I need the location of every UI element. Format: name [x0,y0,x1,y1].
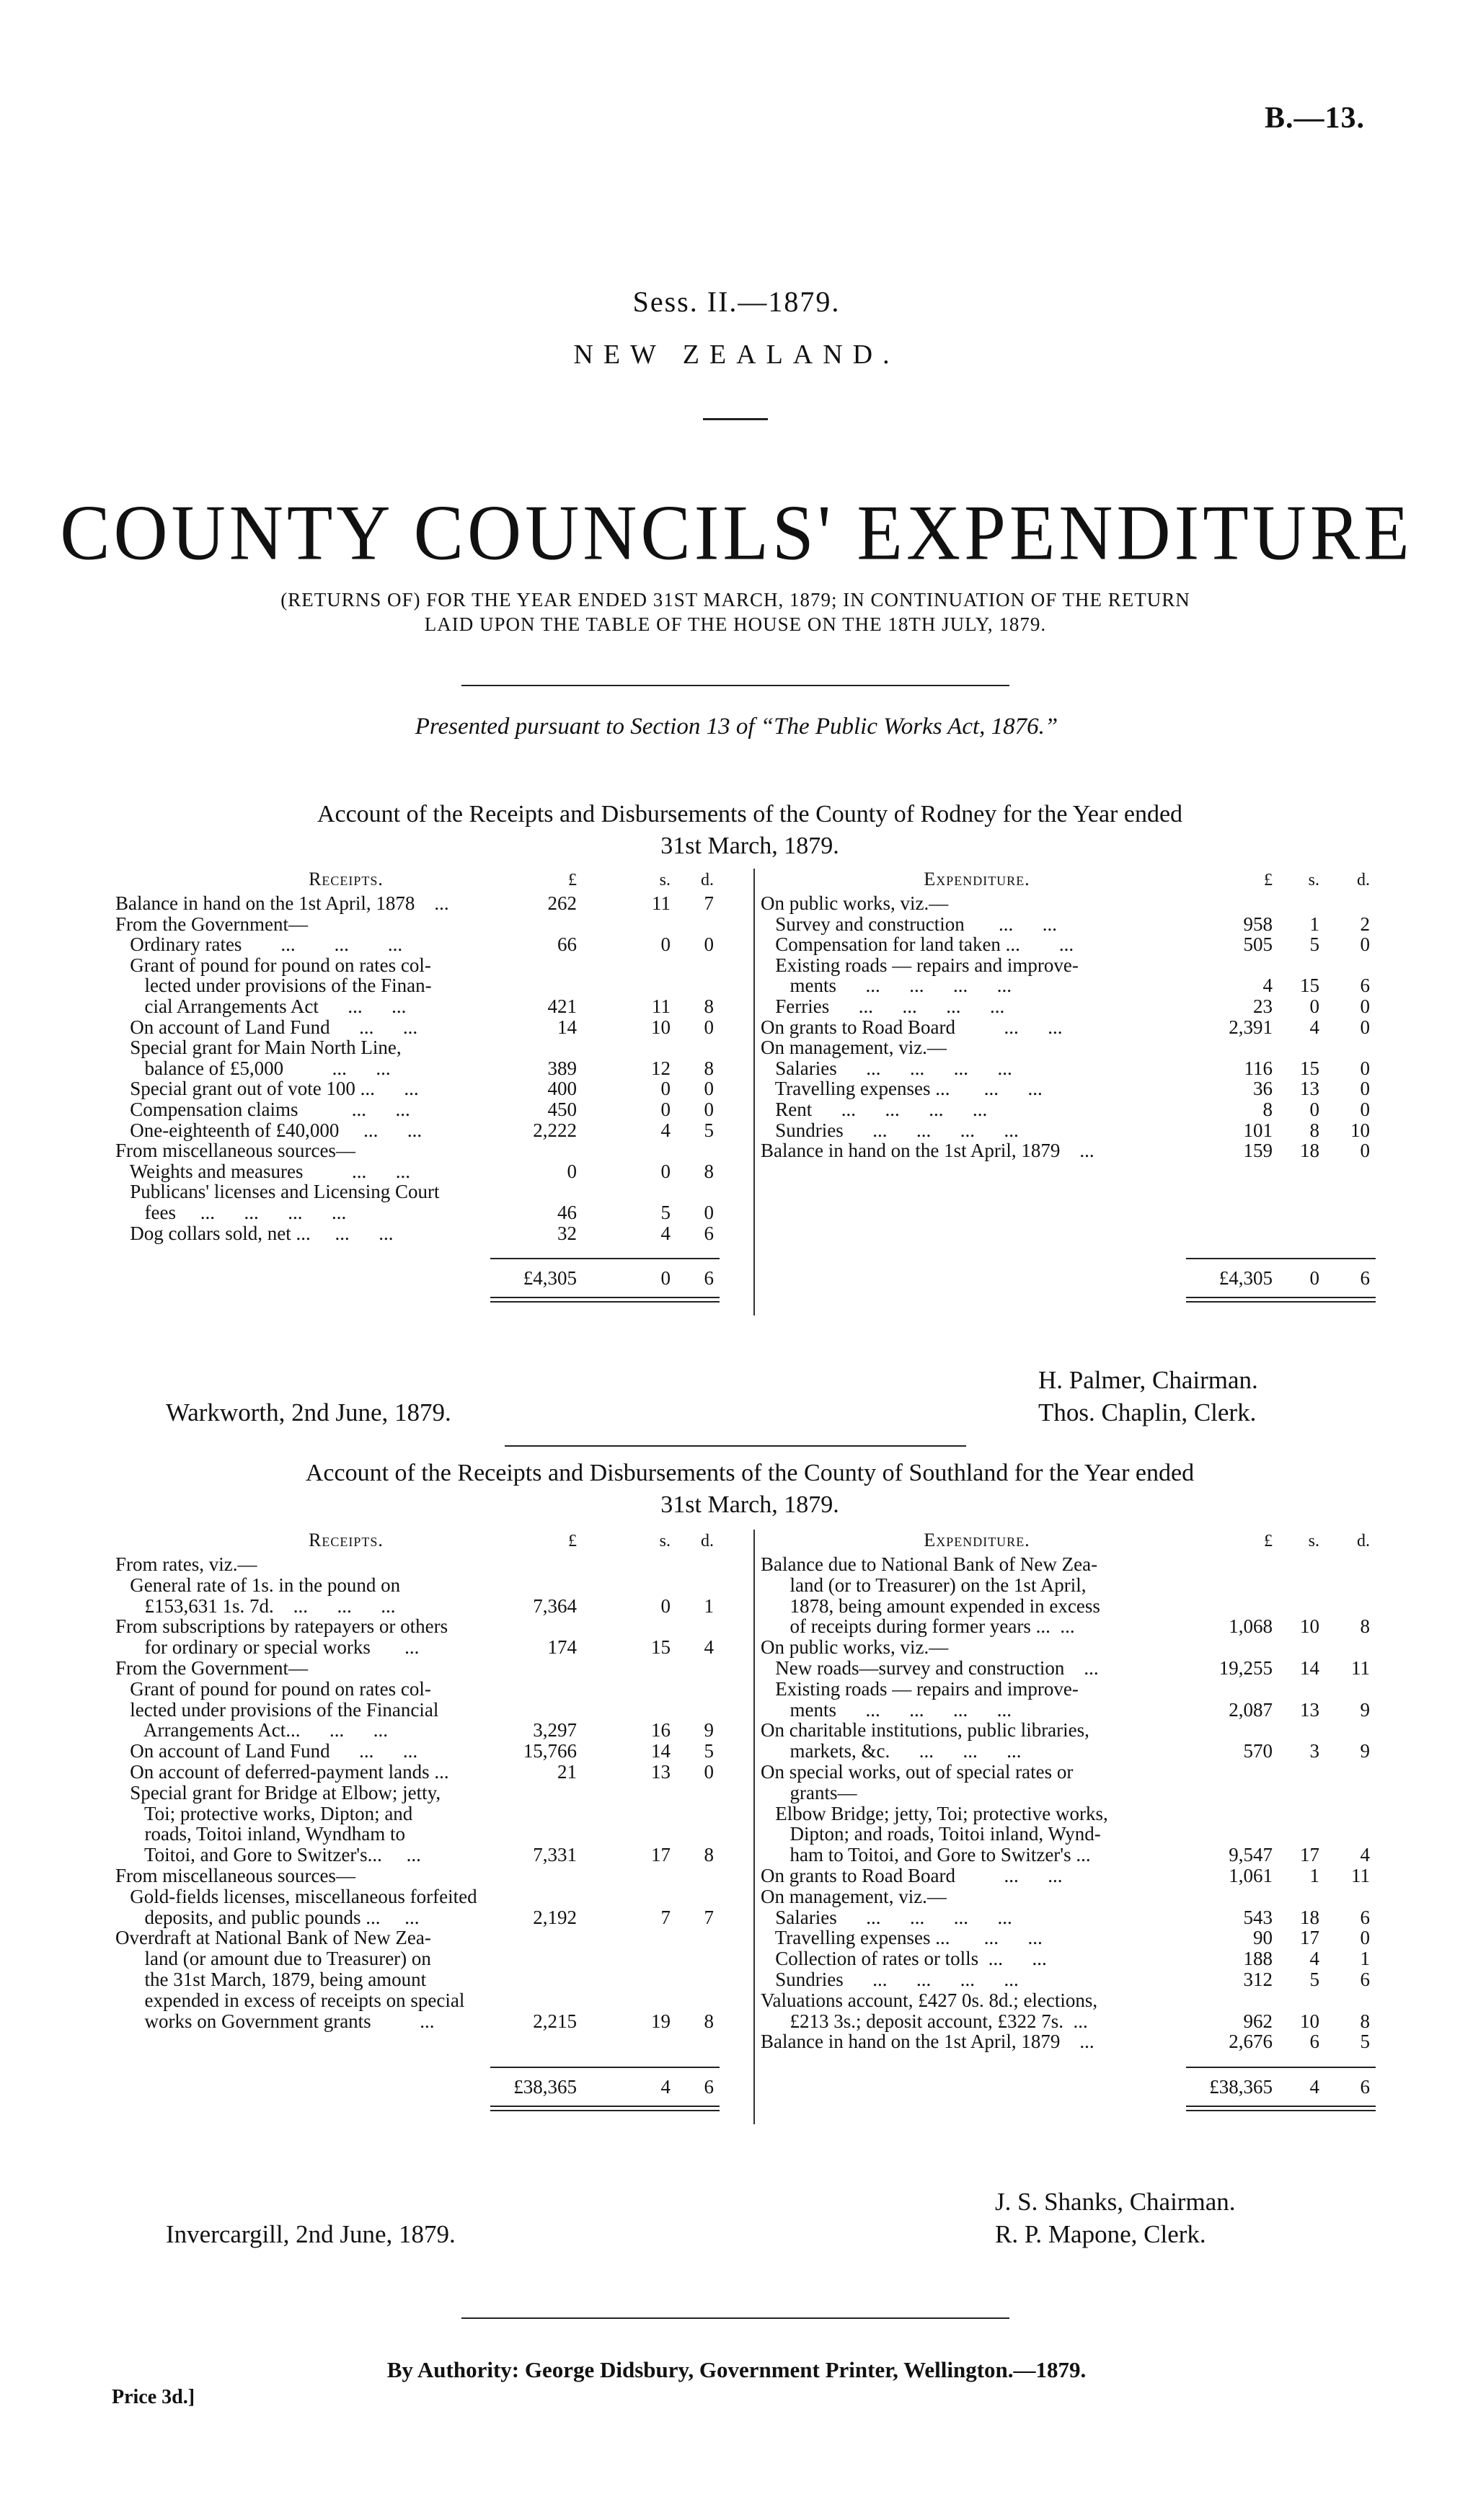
southland-expenditure-row-label: ham to Toitoi, and Gore to Switzer's ... [761,1844,1091,1866]
southland-expenditure-row-label: markets, &c. ... ... ... [761,1740,1022,1762]
rodney-expenditure-pence: 0 [1360,933,1370,956]
session-number: II.—1879. [707,285,841,318]
southland-receipts-pounds: 7,331 [533,1844,577,1866]
rodney-expenditure-row-label: Rent ... ... ... ... [761,1099,988,1120]
southland-receipts-total-shil: 4 [660,2076,671,2098]
rodney-expenditure-total-pence: 6 [1360,1267,1370,1290]
southland-receipts-shil: 16 [651,1719,671,1742]
rodney-expenditure-shil: 0 [1309,1099,1319,1120]
rodney-receipts-row-label: lected under provisions of the Finan- [115,975,432,997]
southland-expenditure-pence-heading: d. [1357,1532,1370,1550]
rodney-expenditure-row-label: On public works, viz.— [761,892,949,914]
rodney-receipts-total-rule [490,1258,720,1259]
rodney-receipts-pounds: 32 [557,1222,577,1244]
southland-receipts-row-label: for ordinary or special works ... [115,1636,420,1659]
southland-receipts-row-label: Toitoi, and Gore to Switzer's... ... [115,1844,421,1866]
rodney-receipts-pence-heading: d. [701,871,714,889]
rodney-expenditure-row-label: Survey and construction ... ... [761,913,1057,935]
rodney-expenditure-pounds: 23 [1253,995,1273,1017]
rodney-receipts-pounds: 66 [557,933,577,956]
rodney-expenditure-shil: 5 [1309,933,1319,956]
southland-expenditure-pounds: 2,087 [1229,1698,1273,1721]
rodney-expenditure-shil: 15 [1300,975,1319,997]
southland-receipts-pence: 8 [704,1844,714,1866]
rodney-expenditure-row-label: Travelling expenses ... ... ... [761,1078,1043,1100]
rodney-expenditure-row-label: Existing roads — repairs and improve- [761,954,1079,976]
southland-expenditure-pence: 11 [1351,1657,1370,1679]
rodney-expenditure-row-label: On grants to Road Board ... ... [761,1016,1063,1038]
southland-column-separator [753,1530,755,2124]
divider [505,1445,966,1447]
rodney-receipts-row-label: Compensation claims ... ... [115,1099,410,1120]
southland-expenditure-row-label: 1878, being amount expended in excess [761,1594,1100,1617]
southland-expenditure-total-pounds: £38,365 [1209,2076,1273,2098]
southland-expenditure-pounds: 570 [1243,1740,1273,1762]
rodney-expenditure-shil-heading: s. [1308,871,1319,889]
rodney-receipts-pence: 5 [704,1119,714,1141]
southland-expenditure-pounds: 962 [1243,2010,1273,2032]
rodney-receipts-pounds: 389 [547,1057,577,1079]
rodney-receipts-total-shil: 0 [660,1267,671,1290]
southland-chairman: J. S. Shanks, Chairman. [995,2188,1236,2216]
rodney-receipts-row-label: fees ... ... ... ... [115,1202,347,1223]
southland-receipts-row-label: land (or amount due to Treasurer) on [115,1948,431,1970]
rodney-receipts-row-label: cial Arrangements Act ... ... [115,995,407,1017]
southland-receipts-pence: 0 [704,1761,714,1783]
southland-heading-line-1: Account of the Receipts and Disbursements of the County of Southland for the Year ended [305,1460,1195,1486]
southland-receipts-row-label: expended in excess of receipts on special [115,1989,465,2011]
rodney-expenditure-pounds: 36 [1253,1078,1273,1100]
southland-expenditure-shil: 14 [1300,1657,1319,1679]
session-line [0,285,1473,319]
document-reference: B.—13. [1264,102,1365,135]
southland-expenditure-pounds: 312 [1243,1969,1273,1990]
southland-expenditure-row-label: land (or to Treasurer) on the 1st April, [761,1574,1087,1596]
rodney-expenditure-shil: 0 [1309,995,1319,1017]
southland-expenditure-pence: 6 [1360,1906,1370,1928]
southland-receipts-shil-heading: s. [659,1532,671,1550]
southland-expenditure-shil-heading: s. [1308,1532,1319,1550]
rodney-receipts-shil: 0 [660,1160,671,1182]
rodney-receipts-pence: 0 [704,1099,714,1120]
rodney-account-heading [115,799,1384,862]
rodney-expenditure-shil: 18 [1300,1140,1319,1162]
rodney-expenditure-row-label: Balance in hand on the 1st April, 1879 ... [761,1140,1094,1162]
rodney-expenditure-pence: 10 [1350,1119,1370,1141]
rodney-receipts-row-label: Ordinary rates ... ... ... [115,933,403,956]
rodney-expenditure-total-double-rule [1186,1297,1376,1298]
rodney-receipts-row-label: From the Government— [115,913,308,935]
southland-expenditure-shil: 4 [1309,1948,1319,1970]
southland-receipts-row-label: Grant of pound for pound on rates col- [115,1677,431,1700]
southland-receipts-pounds: 3,297 [533,1719,577,1742]
southland-expenditure-shil: 5 [1309,1969,1319,1990]
subtitle-line-1: (RETURNS OF) FOR THE YEAR ENDED 31ST MARCH, 1879; IN CONTINUATION OF THE RETURN [280,589,1190,611]
rodney-receipts-shil: 0 [660,1099,671,1120]
southland-receipts-pence: 5 [704,1740,714,1762]
rodney-expenditure-pence: 0 [1360,1016,1370,1038]
southland-expenditure-row-label: Existing roads — repairs and improve- [761,1677,1079,1700]
rodney-receipts-total-pence: 6 [704,1267,714,1290]
southland-expenditure-pounds: 2,676 [1229,2031,1273,2053]
rodney-receipts-pence: 0 [704,933,714,956]
southland-expenditure-pence: 9 [1360,1740,1370,1762]
southland-receipts-shil: 14 [651,1740,671,1762]
price-label: Price 3d.] [112,2386,195,2408]
southland-account-heading [115,1458,1384,1521]
southland-expenditure-pounds: 543 [1243,1906,1273,1928]
rodney-receipts-pence: 0 [704,1078,714,1100]
southland-receipts-pounds: 7,364 [533,1594,577,1617]
southland-receipts-shil: 19 [651,2010,671,2032]
southland-expenditure-pence: 6 [1360,1969,1370,1990]
southland-receipts-shil: 13 [651,1761,671,1783]
rodney-receipts-pence: 7 [704,892,714,914]
southland-expenditure-row-label: £213 3s.; deposit account, £322 7s. ... [761,2010,1088,2032]
southland-receipts-pence: 7 [704,1906,714,1928]
southland-receipts-row-label: Overdraft at National Bank of New Zea- [115,1927,431,1949]
southland-expenditure-pounds: 1,068 [1229,1615,1273,1638]
southland-expenditure-row-label: grants— [761,1781,857,1804]
rodney-receipts-shil-heading: s. [659,871,671,889]
southland-expenditure-shil: 18 [1300,1906,1319,1928]
rodney-expenditure-total-shil: 0 [1309,1267,1319,1290]
southland-expenditure-row-label: On charitable institutions, public libraries, [761,1719,1089,1742]
rodney-receipts-pounds: 14 [557,1016,577,1038]
rodney-expenditure-pounds: 116 [1244,1057,1273,1079]
rodney-receipts-total-pounds: £4,305 [523,1267,577,1290]
country-line: NEW ZEALAND. [573,340,900,370]
rodney-expenditure-pence: 0 [1360,1078,1370,1100]
rodney-expenditure-total-rule [1186,1258,1376,1259]
southland-expenditure-shil: 10 [1300,2010,1319,2032]
southland-receipts-pence: 1 [704,1594,714,1617]
southland-receipts-row-label: From the Government— [115,1657,308,1679]
rodney-receipts-pounds: 46 [557,1202,577,1223]
southland-expenditure-row-label: On public works, viz.— [761,1636,949,1659]
southland-receipts-row-label: From miscellaneous sources— [115,1865,355,1886]
rodney-expenditure-pounds: 2,391 [1229,1016,1273,1038]
rodney-expenditure-row-label: Compensation for land taken ... ... [761,933,1074,956]
rodney-expenditure-pence: 0 [1360,1140,1370,1162]
southland-expenditure-pounds: 90 [1253,1927,1273,1949]
southland-expenditure-row-label: New roads—survey and construction ... [761,1657,1099,1679]
rodney-receipts-row-label: From miscellaneous sources— [115,1140,355,1162]
southland-receipts-row-label: On account of deferred-payment lands ... [115,1761,449,1783]
southland-place-date: Invercargill, 2nd June, 1879. [166,2220,456,2248]
rodney-receipts-pounds: 262 [547,892,577,914]
southland-receipts-pounds-heading: £ [568,1532,577,1550]
rodney-expenditure-row-label: On management, viz.— [761,1037,947,1059]
rodney-receipts-row-label: Dog collars sold, net ... ... ... [115,1222,394,1244]
southland-receipts-row-label: lected under provisions of the Financial [115,1698,439,1721]
southland-expenditure-pence: 1 [1360,1948,1370,1970]
southland-receipts-row-label: From subscriptions by ratepayers or others [115,1615,448,1638]
rodney-receipts-total-double-rule [490,1297,720,1298]
presented-line: Presented pursuant to Section 13 of “The Public Works Act, 1876.” [415,714,1058,740]
southland-expenditure-pence: 9 [1360,1698,1370,1721]
southland-receipts-row-label: Arrangements Act... ... ... [115,1719,388,1742]
southland-expenditure-shil: 17 [1300,1927,1319,1949]
rodney-receipts-shil: 10 [651,1016,671,1038]
rodney-receipts-row-label: On account of Land Fund ... ... [115,1016,418,1038]
southland-receipts-total-pence: 6 [704,2076,714,2098]
southland-receipts-row-label: Gold-fields licenses, miscellaneous forfeited [115,1885,477,1907]
southland-expenditure-pence: 5 [1360,2031,1370,2053]
southland-expenditure-pounds: 1,061 [1229,1865,1273,1886]
rodney-expenditure-pounds: 8 [1262,1099,1273,1120]
rodney-receipts-row-label: Special grant for Main North Line, [115,1037,402,1059]
southland-receipts-row-label: deposits, and public pounds ... ... [115,1906,420,1928]
southland-expenditure-row-label: Valuations account, £427 0s. 8d.; elections, [761,1989,1098,2011]
southland-receipts-shil: 0 [660,1594,671,1617]
southland-receipts-shil: 15 [651,1636,671,1659]
rodney-chairman: H. Palmer, Chairman. [1038,1366,1258,1394]
southland-expenditure-pounds: 19,255 [1218,1657,1273,1679]
southland-heading-line-2: 31st March, 1879. [660,1491,839,1518]
rodney-expenditure-shil: 1 [1309,913,1319,935]
southland-receipts-row-label: General rate of 1s. in the pound on [115,1574,401,1596]
rodney-receipts-shil: 5 [660,1202,671,1223]
rodney-receipts-pounds: 2,222 [533,1119,577,1141]
rodney-expenditure-pence-heading: d. [1357,871,1370,889]
rodney-receipts-shil: 4 [660,1222,671,1244]
divider [461,685,1009,686]
rodney-expenditure-pounds: 159 [1243,1140,1273,1162]
rodney-expenditure-pounds: 101 [1243,1119,1273,1141]
southland-expenditure-shil: 17 [1300,1844,1319,1866]
rodney-expenditure-pounds: 505 [1243,933,1273,956]
southland-expenditure-total-double-rule [1186,2110,1376,2111]
southland-receipts-row-label: £153,631 1s. 7d. ... ... ... [115,1594,396,1617]
rodney-expenditure-pence: 0 [1360,995,1370,1017]
southland-expenditure-row-label: ments ... ... ... ... [761,1698,1012,1721]
southland-receipts-pounds: 2,192 [533,1906,577,1928]
rodney-expenditure-shil: 13 [1300,1078,1319,1100]
southland-expenditure-pence: 4 [1360,1844,1370,1866]
southland-expenditure-shil: 13 [1300,1698,1319,1721]
southland-expenditure-heading: Expenditure. [924,1530,1030,1550]
rodney-receipts-pence: 0 [704,1202,714,1223]
southland-expenditure-row-label: Balance due to National Bank of New Zea- [761,1553,1098,1575]
southland-expenditure-pence: 11 [1351,1865,1370,1886]
rodney-expenditure-pence: 0 [1360,1057,1370,1079]
southland-receipts-pence-heading: d. [701,1532,714,1550]
rodney-receipts-pounds: 450 [547,1099,577,1120]
southland-receipts-pence: 9 [704,1719,714,1742]
rodney-heading-line-1: Account of the Receipts and Disbursements of the County of Rodney for the Year ended [317,801,1183,828]
southland-expenditure-row-label: Travelling expenses ... ... ... [761,1927,1043,1949]
southland-receipts-row-label: works on Government grants ... [115,2010,435,2032]
southland-expenditure-pounds: 188 [1243,1948,1273,1970]
southland-receipts-total-double-rule [490,2110,720,2111]
rodney-heading-line-2: 31st March, 1879. [660,833,839,859]
southland-expenditure-pence: 8 [1360,1615,1370,1638]
rodney-expenditure-shil: 8 [1309,1119,1319,1141]
southland-expenditure-total-rule [1186,2067,1376,2068]
southland-receipts-pounds: 15,766 [523,1740,577,1762]
rodney-receipts-total-double-rule [490,1301,720,1303]
southland-expenditure-row-label: Dipton; and roads, Toitoi inland, Wynd- [761,1823,1101,1845]
rodney-receipts-row-label: Weights and measures ... ... [115,1160,411,1182]
southland-expenditure-pence: 8 [1360,2010,1370,2032]
rodney-expenditure-pence: 0 [1360,1099,1370,1120]
southland-expenditure-row-label: Elbow Bridge; jetty, Toi; protective works, [761,1802,1108,1824]
rodney-receipts-row-label: Grant of pound for pound on rates col- [115,954,431,976]
rodney-expenditure-heading: Expenditure. [924,869,1030,889]
rodney-receipts-pence: 8 [704,1160,714,1182]
rodney-receipts-shil: 11 [652,892,671,914]
southland-expenditure-pounds: 9,547 [1229,1844,1273,1866]
rodney-expenditure-total-pounds: £4,305 [1218,1267,1273,1290]
rodney-receipts-row-label: Special grant out of vote 100 ... ... [115,1078,419,1100]
rodney-expenditure-row-label: Sundries ... ... ... ... [761,1119,1019,1141]
rodney-expenditure-shil: 15 [1300,1057,1319,1079]
southland-expenditure-pounds-heading: £ [1264,1532,1273,1550]
southland-expenditure-shil: 1 [1309,1865,1319,1886]
southland-receipts-row-label: Toi; protective works, Dipton; and [115,1802,413,1824]
southland-receipts-pence: 4 [704,1636,714,1659]
southland-receipts-total-pounds: £38,365 [513,2076,577,2098]
rodney-expenditure-pence: 6 [1360,975,1370,997]
southland-receipts-row-label: the 31st March, 1879, being amount [115,1969,427,1990]
rodney-receipts-pence: 8 [704,995,714,1017]
southland-receipts-pounds: 174 [547,1636,577,1659]
southland-expenditure-row-label: Sundries ... ... ... ... [761,1969,1019,1990]
rodney-receipts-shil: 11 [652,995,671,1017]
divider [703,418,768,420]
southland-receipts-pounds: 21 [557,1761,577,1783]
southland-expenditure-total-double-rule [1186,2106,1376,2107]
rodney-receipts-pence: 8 [704,1057,714,1079]
divider [461,2317,1009,2319]
footer-imprint: By Authority: George Didsbury, Government Printer, Wellington.—1879. [386,2357,1087,2382]
rodney-receipts-row-label: Balance in hand on the 1st April, 1878 ... [115,892,449,914]
rodney-expenditure-pence: 2 [1360,913,1370,935]
southland-expenditure-pence: 0 [1360,1927,1370,1949]
southland-expenditure-row-label: On special works, out of special rates or [761,1761,1074,1783]
rodney-expenditure-row-label: ments ... ... ... ... [761,975,1012,997]
southland-expenditure-shil: 10 [1300,1615,1319,1638]
southland-expenditure-total-pence: 6 [1360,2076,1370,2098]
rodney-receipts-shil: 12 [651,1057,671,1079]
rodney-expenditure-pounds-heading: £ [1264,871,1273,889]
subtitle [108,587,1363,636]
rodney-receipts-shil: 4 [660,1119,671,1141]
southland-receipts-shil: 7 [660,1906,671,1928]
southland-receipts-shil: 17 [651,1844,671,1866]
rodney-column-separator [753,869,755,1316]
rodney-receipts-row-label: One-eighteenth of £40,000 ... ... [115,1119,423,1141]
southland-receipts-pounds: 2,215 [533,2010,577,2032]
rodney-expenditure-row-label: Ferries ... ... ... ... [761,995,1005,1017]
southland-expenditure-row-label: of receipts during former years ... ... [761,1615,1075,1638]
rodney-receipts-pounds: 421 [547,995,577,1017]
southland-receipts-total-rule [490,2067,720,2068]
rodney-receipts-pounds-heading: £ [568,871,577,889]
southland-expenditure-row-label: On management, viz.— [761,1885,947,1907]
southland-receipts-row-label: From rates, viz.— [115,1553,257,1575]
southland-expenditure-row-label: On grants to Road Board ... ... [761,1865,1063,1886]
subtitle-line-2: LAID UPON THE TABLE OF THE HOUSE ON THE 18TH JULY, 1879. [424,613,1047,635]
rodney-expenditure-row-label: Salaries ... ... ... ... [761,1057,1012,1079]
rodney-receipts-pounds: 0 [567,1160,577,1182]
session-prefix: Sess. [632,285,699,318]
southland-expenditure-row-label: Balance in hand on the 1st April, 1879 ... [761,2031,1094,2053]
rodney-receipts-pence: 0 [704,1016,714,1038]
rodney-expenditure-pounds: 958 [1243,913,1273,935]
southland-receipts-total-double-rule [490,2106,720,2107]
rodney-expenditure-total-double-rule [1186,1301,1376,1303]
southland-receipts-row-label: On account of Land Fund ... ... [115,1740,418,1762]
rodney-receipts-pounds: 400 [547,1078,577,1100]
rodney-expenditure-shil: 4 [1309,1016,1319,1038]
rodney-receipts-shil: 0 [660,1078,671,1100]
southland-expenditure-shil: 6 [1309,2031,1319,2053]
rodney-place-date: Warkworth, 2nd June, 1879. [166,1398,451,1427]
rodney-receipts-pence: 6 [704,1222,714,1244]
southland-expenditure-row-label: Salaries ... ... ... ... [761,1906,1012,1928]
rodney-clerk: Thos. Chaplin, Clerk. [1038,1398,1257,1427]
rodney-receipts-row-label: balance of £5,000 ... ... [115,1057,391,1079]
southland-clerk: R. P. Mapone, Clerk. [995,2220,1206,2248]
page-title: COUNTY COUNCILS' EXPENDITURE [60,489,1413,577]
southland-receipts-row-label: roads, Toitoi inland, Wyndham to [115,1823,405,1845]
southland-expenditure-total-shil: 4 [1309,2076,1319,2098]
southland-receipts-heading: Receipts. [309,1530,384,1550]
southland-receipts-row-label: Special grant for Bridge at Elbow; jetty, [115,1781,441,1804]
southland-expenditure-shil: 3 [1309,1740,1319,1762]
rodney-receipts-heading: Receipts. [309,869,384,889]
rodney-receipts-row-label: Publicans' licenses and Licensing Court [115,1181,440,1203]
rodney-receipts-shil: 0 [660,933,671,956]
rodney-expenditure-pounds: 4 [1262,975,1273,997]
southland-receipts-pence: 8 [704,2010,714,2032]
southland-expenditure-row-label: Collection of rates or tolls ... ... [761,1948,1047,1970]
